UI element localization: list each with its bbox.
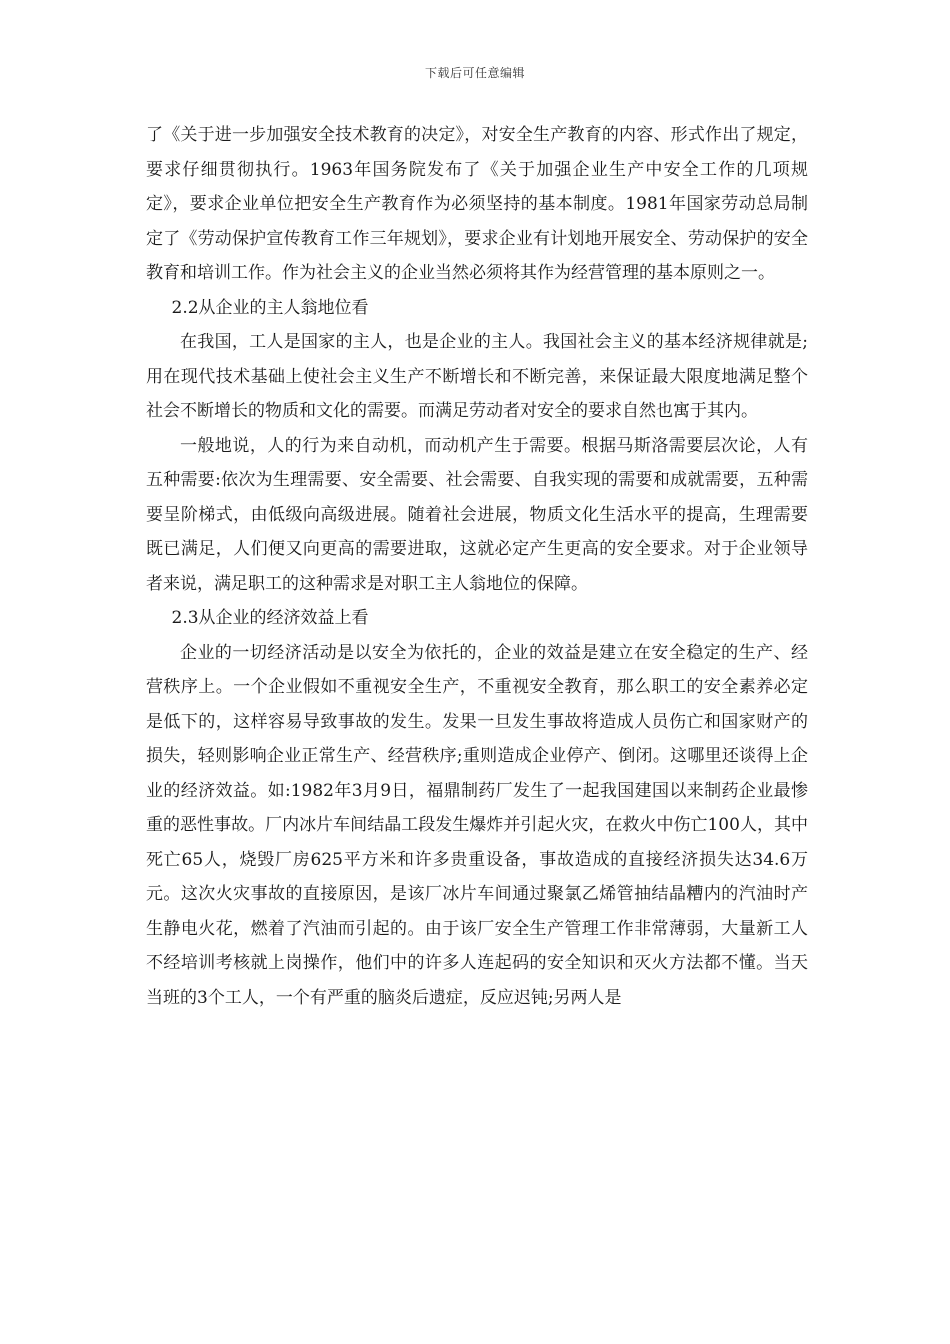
paragraph-maslow-needs: 一般地说，人的行为来自动机，而动机产生于需要。根据马斯洛需要层次论，人有五种需要:依次为生理需要、安全需要、社会需要、自我实现的需要和成就需要，五种需要呈阶梯式，由低级向高级进展。随着社会进展，物质文化生活水平的提高，生理需要既已满足，人们便又向更高的需要进取，这就必定产生更高的安全要求。对于企业领导者来说，满足职工的这种需求是对职工主人翁地位的保障。 <box>146 435 808 594</box>
section-heading-2-2: 2.2从企业的主人翁地位看 <box>171 297 369 318</box>
document-body <box>146 118 808 1015</box>
section-heading-2-3: 2.3从企业的经济效益上看 <box>171 608 369 628</box>
paragraph-economic-benefit: 企业的一切经济活动是以安全为依托的，企业的效益是建立在安全稳定的生产、经营秩序上。一个企业假如不重视安全生产，不重视安全教育，那么职工的安全素养必定是低下的，这样容易导致事故的发生。发果一旦发生事故将造成人员伤亡和国家财产的损失，轻则影响企业正常生产、经营秩序;重则造成企业停产、倒闭。这哪里还谈得上企业的经济效益。如:1982年3月9日，福鼎制药厂发生了一起我国建国以来制药企业最惨重的恶性事故。厂内冰片车间结晶工段发生爆炸并引起火灾，在救火中伤亡100人，其中死亡65人，烧毁厂房625平方米和许多贵重设备，事故造成的直接经济损失达34.6万元。这次火灾事故的直接原因，是该厂冰片车间通过聚氯乙烯管抽结晶糟内的汽油时产生静电火花，燃着了汽油而引起的。由于该厂安全生产管理工作非常薄弱，大量新工人不经培训考核就上岗操作，他们中的许多人连起码的安全知识和灭火方法都不懂。当天当班的3个工人，一个有严重的脑炎后遗症，反应迟钝;另两人是 <box>146 642 808 1008</box>
page-header: 下载后可任意编辑 <box>424 66 525 80</box>
paragraph-education-regulations: 了《关于进一步加强安全技术教育的决定》，对安全生产教育的内容、形式作出了规定，要求仔细贯彻执行。1963年国务院发布了《关于加强企业生产中安全工作的几项规定》，要求企业单位把安全生产教育作为必须坚持的基本制度。1981年国家劳动总局制定了《劳动保护宣传教育工作三年规划》，要求企业有计划地开展安全、劳动保护的安全教育和培训工作。作为社会主义的企业当然必须将其作为经营管理的基本原则之一。 <box>146 125 808 283</box>
paragraph-workers-masters: 在我国，工人是国家的主人，也是企业的主人。我国社会主义的基本经济规律就是;用在现代技术基础上使社会主义生产不断增长和不断完善，来保证最大限度地满足整个社会不断增长的物质和文化的需要。而满足劳动者对安全的要求自然也寓于其内。 <box>146 332 808 421</box>
